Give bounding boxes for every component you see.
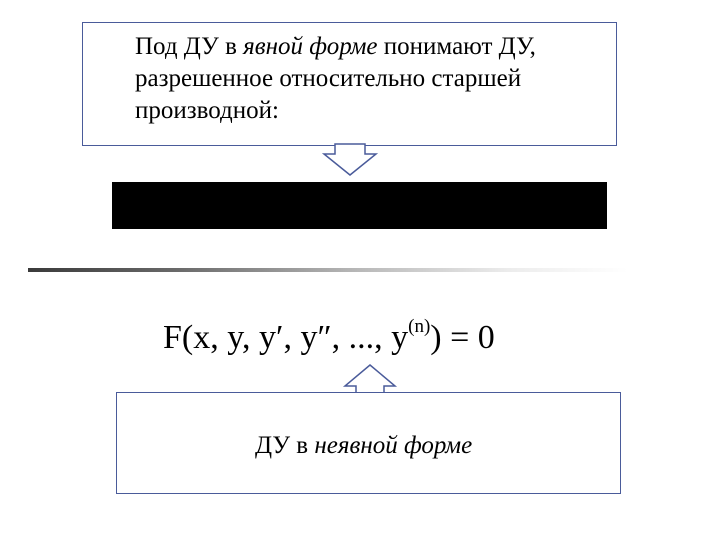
implicit-form-box: [116, 392, 621, 494]
explicit-form-term: явной форме: [243, 33, 378, 60]
implicit-formula: [163, 308, 563, 368]
implicit-form-text: [255, 431, 472, 461]
redacted-formula-bar: [112, 182, 607, 229]
explicit-form-box: [82, 22, 617, 146]
formula-main: F(x, y, y′, y″, ..., y: [163, 319, 409, 356]
line3: производной:: [135, 97, 279, 124]
implicit-form-term: неявной форме: [314, 432, 473, 459]
arrow-down-icon: [320, 144, 380, 178]
formula-superscript: (n): [408, 316, 431, 337]
line1-suffix: понимают ДУ,: [377, 33, 536, 60]
implicit-prefix: ДУ в: [255, 432, 315, 459]
line1-prefix: Под ДУ в: [135, 33, 244, 60]
divider-line: [28, 268, 628, 272]
formula-tail: ) = 0: [430, 319, 495, 356]
line2: разрешенное относительно старшей: [135, 65, 522, 92]
explicit-form-text: [135, 31, 605, 127]
